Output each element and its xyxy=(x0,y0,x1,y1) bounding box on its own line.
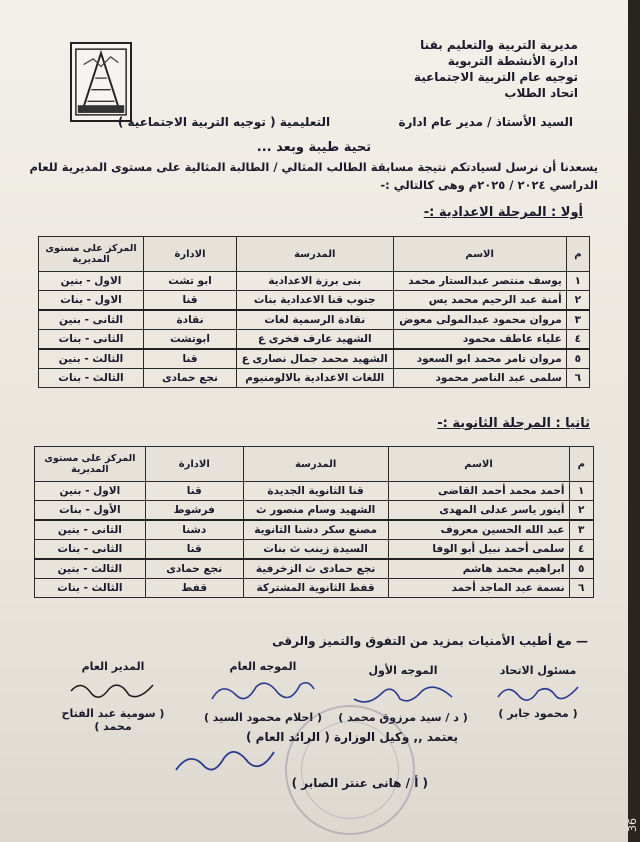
ministry-logo xyxy=(70,42,132,122)
student-name: أحمد محمد أحمد القاضى xyxy=(388,482,569,501)
student-name: نسمة عبد الماجد أحمد xyxy=(388,579,569,598)
rank: الاول - بنين xyxy=(39,272,144,291)
addressee-prefix: السيد الأستاذ / مدير عام ادارة xyxy=(398,115,573,129)
approval-line: يعتمد ,, وكيل الوزارة ( الرائد العام ) xyxy=(245,730,458,744)
rank: الثالث - بنات xyxy=(39,369,144,388)
rank: الثانى - بنين xyxy=(39,310,144,330)
approval-signature xyxy=(170,740,280,780)
col-name: الاسم xyxy=(388,447,569,482)
signature-name: ( احلام محمود السيد ) xyxy=(203,711,323,724)
signature-name: ( سومية عبد الفتاح محمد ) xyxy=(61,707,165,733)
administration: قنا xyxy=(145,482,243,501)
administration: نجع حمادى xyxy=(145,559,243,579)
handwritten-signature xyxy=(493,679,583,705)
administration: قفط xyxy=(145,579,243,598)
closing-text: مع أطيب الأمنيات بمزيد من التفوق والتميز والرقى xyxy=(272,634,572,648)
school-name: بنى برزة الاعدادية xyxy=(236,272,393,291)
table-row xyxy=(39,330,590,350)
student-name: علياء عاطف محمود xyxy=(393,330,566,350)
signature-role: المدير العام xyxy=(81,660,145,673)
rank: الاول - بنين xyxy=(35,482,146,501)
school-name: قفط الثانوية المشتركة xyxy=(243,579,388,598)
signature-name: ( محمود جابر ) xyxy=(498,707,578,720)
section-1-title: أولا : المرحلة الاعدادية :- xyxy=(423,205,583,220)
header-department: ادارة الأنشطة التربوية xyxy=(447,54,578,68)
signature-role: الموجه العام xyxy=(229,660,297,673)
signature-role: مسئول الاتحاد xyxy=(499,664,577,677)
addressee-line xyxy=(63,115,573,129)
administration: قنا xyxy=(144,349,237,369)
school-name: نجع حمادى ث الزخرفية xyxy=(243,559,388,579)
school-name: نقادة الرسمية لغات xyxy=(236,310,393,330)
header-guidance: توجيه عام التربية الاجتماعية xyxy=(413,70,578,84)
student-name: أينور ياسر عدلى المهدى xyxy=(388,501,569,521)
row-number: ٤ xyxy=(569,540,593,560)
handwritten-signature xyxy=(63,675,163,705)
secondary-results-table xyxy=(34,446,594,598)
student-name: أمنة عبد الرحيم محمد يس xyxy=(393,291,566,311)
table-header-row xyxy=(35,447,594,482)
school-name: السيدة زينب ث بنات xyxy=(243,540,388,560)
student-name: ابراهيم محمد هاشم xyxy=(388,559,569,579)
rank: الثالث - بنين xyxy=(39,349,144,369)
row-number: ٢ xyxy=(566,291,589,311)
row-number: ٥ xyxy=(566,349,589,369)
school-name: الشهيد وسام منصور ث xyxy=(243,501,388,521)
rank: الثالث - بنات xyxy=(35,579,146,598)
col-number: م xyxy=(569,447,593,482)
col-rank: المركز على مستوى المديرية xyxy=(39,237,144,272)
student-name: سلمى عبد الناصر محمود xyxy=(393,369,566,388)
table-row xyxy=(39,272,590,291)
school-name: مصنع سكر دشنا الثانوية xyxy=(243,520,388,540)
row-number: ٥ xyxy=(569,559,593,579)
administration: ابو تشت xyxy=(144,272,237,291)
administration: دشنا xyxy=(145,520,243,540)
rank: الأول - بنات xyxy=(35,501,146,521)
col-rank: المركز على مستوى المديرية xyxy=(35,447,146,482)
table-row xyxy=(39,349,590,369)
rank: الثالث - بنين xyxy=(35,559,146,579)
school-name: جنوب قنا الاعدادية بنات xyxy=(236,291,393,311)
rank: الثانى - بنين xyxy=(35,520,146,540)
col-school: المدرسة xyxy=(243,447,388,482)
table-row xyxy=(35,559,594,579)
row-number: ٤ xyxy=(566,330,589,350)
col-number: م xyxy=(566,237,589,272)
table-row xyxy=(35,520,594,540)
school-name: الشهيد عارف فخرى ع xyxy=(236,330,393,350)
signature-name: ( د / سيد مرزوق محمد ) xyxy=(338,711,468,724)
header-union: اتحاد الطلاب xyxy=(504,86,578,100)
table-row xyxy=(39,310,590,330)
body-line-2: الدراسي ٢٠٢٤ / ٢٠٢٥م وهى كالتالي :- xyxy=(380,178,598,192)
signature-general-supervisor xyxy=(198,660,328,724)
rank: الثانى - بنات xyxy=(39,330,144,350)
approval-name: ( أ / هانى عنتر الصابر ) xyxy=(291,776,428,790)
administration: فرشوط xyxy=(145,501,243,521)
signature-union-officer xyxy=(478,664,598,720)
table-row xyxy=(35,501,594,521)
col-administration: الادارة xyxy=(145,447,243,482)
official-stamp xyxy=(285,705,415,835)
section-2-title: ثانيا : المرحلة الثانوية :- xyxy=(437,416,590,431)
edge-number: 36 xyxy=(626,818,639,832)
addressee-suffix: التعليمية ( توجيه التربية الاجتماعية ) xyxy=(117,115,331,129)
row-number: ١ xyxy=(569,482,593,501)
col-administration: الادارة xyxy=(144,237,237,272)
table-row xyxy=(39,291,590,311)
administration: نجع حمادى xyxy=(144,369,237,388)
rank: الاول - بنات xyxy=(39,291,144,311)
table-header-row xyxy=(39,237,590,272)
table-row xyxy=(39,369,590,388)
body-line-1: يسعدنا أن نرسل لسيادتكم نتيجة مسابقة الطالب المثالي / الطالبة المثالية على مستوى المديرية للعام xyxy=(29,160,598,174)
school-name: قنا الثانوية الجديدة xyxy=(243,482,388,501)
page-edge xyxy=(628,0,640,842)
handwritten-signature xyxy=(208,675,318,709)
row-number: ٣ xyxy=(566,310,589,330)
administration: ابوتشت xyxy=(144,330,237,350)
preparatory-results-table xyxy=(38,236,590,388)
administration: قنا xyxy=(144,291,237,311)
row-number: ١ xyxy=(566,272,589,291)
table-row xyxy=(35,540,594,560)
administration: قنا xyxy=(145,540,243,560)
row-number: ٦ xyxy=(566,369,589,388)
student-name: عبد الله الحسين معروف xyxy=(388,520,569,540)
handwritten-signature xyxy=(348,679,458,709)
greeting: تحية طيبة وبعد ... xyxy=(256,140,372,155)
col-name: الاسم xyxy=(393,237,566,272)
col-school: المدرسة xyxy=(236,237,393,272)
signature-role: الموجه الأول xyxy=(368,664,438,677)
rank: الثانى - بنات xyxy=(35,540,146,560)
student-name: مروان تامر محمد ابو السعود xyxy=(393,349,566,369)
row-number: ٢ xyxy=(569,501,593,521)
school-name: الشهيد محمد جمال نصارى ع xyxy=(236,349,393,369)
row-number: ٦ xyxy=(569,579,593,598)
student-name: مروان محمود عبدالمولى معوض xyxy=(393,310,566,330)
table-row xyxy=(35,482,594,501)
administration: نقادة xyxy=(144,310,237,330)
closing-line xyxy=(272,634,588,648)
student-name: يوسف منتصر عبدالستار محمد xyxy=(393,272,566,291)
signature-director-general xyxy=(48,660,178,733)
school-name: اللغات الاعدادية بالالومنيوم xyxy=(236,369,393,388)
closing-dash: — xyxy=(571,634,588,648)
row-number: ٣ xyxy=(569,520,593,540)
student-name: سلمى أحمد نبيل أبو الوفا xyxy=(388,540,569,560)
header-directorate: مديرية التربية والتعليم بقنا xyxy=(420,38,578,52)
table-row xyxy=(35,579,594,598)
